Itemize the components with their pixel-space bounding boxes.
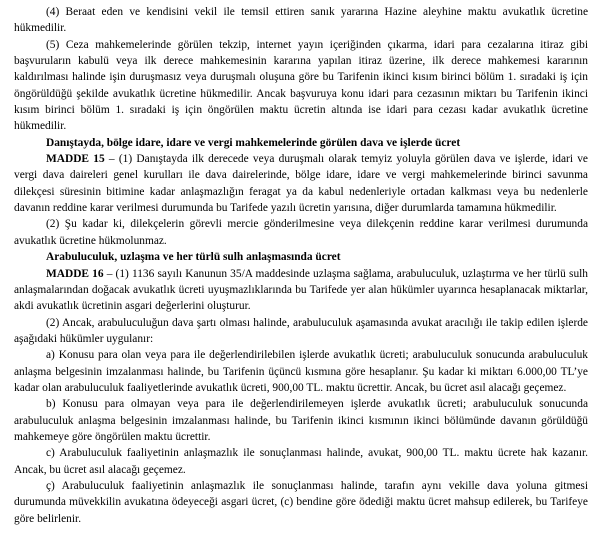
paragraph-madde-16-a: a) Konusu para olan veya para ile değerlendirilebilen işlerde avukatlık ücreti; arabuluculuk sonucunda arabuluculuk anlaşma belgesinin imzalanması halinde, bu Tarifenin üçüncü kısmına göre hesaplanır. Şu kadar ki miktarı 6.000,00 TL’ye kadar olan arabuluculuk faaliyetlerinde avukatlık ücreti, 900,00 TL. maktu ücrettir. Ancak, bu ücret asıl alacağı geçemez. bbox=[14, 349, 588, 394]
article-label-madde-15: MADDE 15 bbox=[46, 153, 105, 166]
paragraph-madde-16-b: b) Konusu para olmayan veya para ile değerlendirilemeyen işlerde avukatlık ücreti; arabuluculuk sonucunda arabuluculuk anlaşma belgesinin imzalanması halinde, bu Tarifenin ikinci kısmının ikinci bölümünde davanın görüldüğü mahkemeye göre öngörülen maktu ücrettir. bbox=[14, 398, 588, 443]
article-label-madde-16: MADDE 16 bbox=[46, 267, 104, 280]
paragraph-ceza-5: (5) Ceza mahkemelerinde görülen tekzip, internet yayın içeriğinden çıkarma, idari para cezalarına itiraz gibi başvuruların kabulü veya ilk derece mahkemesinin kararına yapılan itiraz üzerine, ilk derece mahkemesi kararının kaldırılması halinde işin duruşmasız veya duruşmalı oluşuna göre bu Tarifenin ikinci kısım birinci bölüm 1. sıradaki iş için öngörüldüğü şekilde avukatlık ücretine hükmedilir. Ancak başvuruya konu idari para cezasının miktarı bu Tarifenin ikinci kısım birinci bölüm 1. sıradaki iş için öngörülen maktu ücretin altında ise idari para cezası kadar avukatlık ücretine hükmedilir. bbox=[14, 38, 588, 133]
heading-madde-15: Danıştayda, bölge idare, idare ve vergi mahkemelerinde görülen dava ve işlerde ücret bbox=[46, 136, 461, 149]
paragraph-madde-15-1 bbox=[14, 151, 588, 216]
article-dash-madde-15: – bbox=[104, 153, 119, 166]
paragraph-madde-16-c-cedilla: ç) Arabuluculuk faaliyetinin anlaşmazlık ile sonuçlanması halinde, tarafın aynı vekille dava yoluna gitmesi durumunda müvekkilin avukatına ödeyeceği asgari ücret, (c) bendine göre ödediği maktu ücret mahsup edilerek, bu Tarifeye göre belirlenir. bbox=[14, 479, 588, 525]
heading-madde-16: Arabuluculuk, uzlaşma ve her türlü sulh anlaşmasında ücret bbox=[46, 251, 341, 264]
article-body-madde-15-1: (1) Danıştayda ilk derecede veya duruşmalı olarak temyiz yoluyla görülen dava ve işlerde, idari ve vergi dava daireleri genel kurulları ile dava dairelerinde, bölge idare, idare ve vergi mahkemelerinde birinci savunma dilekçesi süresinin bitimine kadar anlaşmazlığın feragat ya da kabul nedenleriyle ortadan kalkması veya bu nedenlerle davanın reddine karar verilmesi durumunda bu Tarifede yazılı ücretin yarısına, diğer durumlarda tamamına hükmedilir. bbox=[14, 153, 588, 215]
paragraph-madde-15-2: (2) Şu kadar ki, dilekçelerin görevli mercie gönderilmesine veya dilekçenin reddine karar verilmesi durumunda avukatlık ücretine hükmolunmaz. bbox=[14, 218, 588, 247]
paragraph-madde-16-2: (2) Ancak, arabuluculuğun dava şartı olması halinde, arabuluculuk aşamasında avukat aracılığı ile takip edilen işlerde aşağıdaki hükümler uygulanır: bbox=[14, 316, 588, 345]
paragraph-ceza-4: (4) Beraat eden ve kendisini vekil ile temsil ettiren sanık yararına Hazine aleyhine maktu avukatlık ücretine hükmedilir. bbox=[14, 6, 588, 35]
paragraph-madde-16-1 bbox=[14, 266, 588, 315]
article-body-madde-16-1: (1) 1136 sayılı Kanunun 35/A maddesinde uzlaşma sağlama, arabuluculuk, uzlaştırma ve her türlü sulh anlaşmalarından doğacak avukatlık ücreti uyuşmazlıklarında bu Tarifede yer alan hükümler uyarınca hesaplanacak miktarlar, akdi avukatlık ücretinin asgari değerlerini oluşturur. bbox=[14, 267, 589, 313]
article-dash-madde-16: – bbox=[103, 267, 116, 280]
paragraph-madde-16-c: c) Arabuluculuk faaliyetinin anlaşmazlık ile sonuçlanması halinde, avukat, 900,00 TL. maktu ücrete hak kazanır. Ancak, bu ücret asıl alacağı geçemez. bbox=[14, 447, 588, 476]
